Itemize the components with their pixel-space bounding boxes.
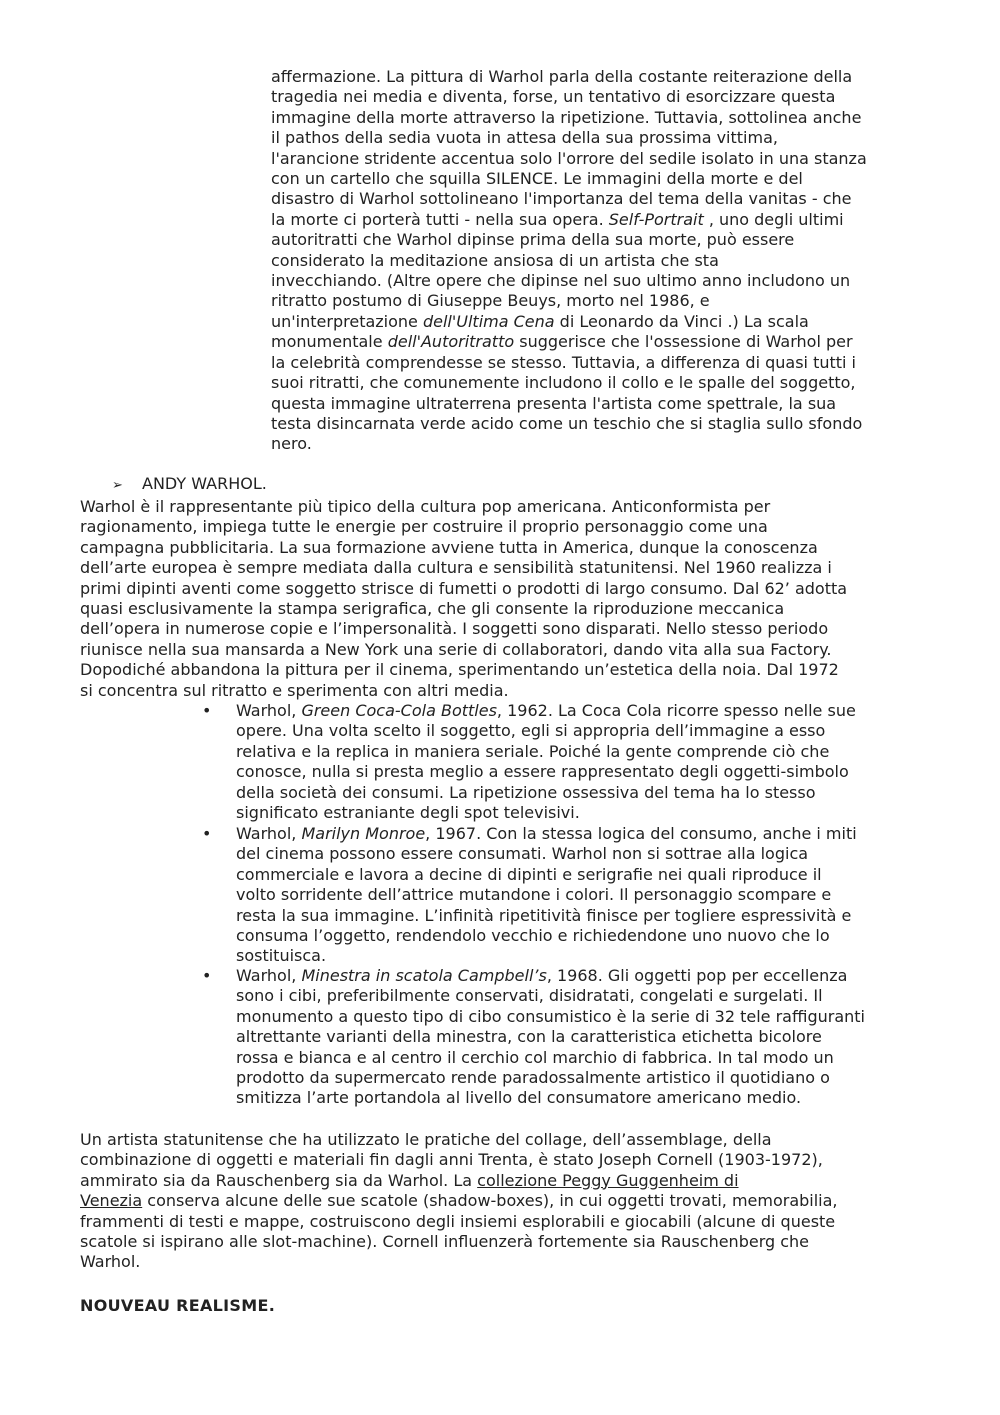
text-line bbox=[271, 210, 931, 230]
collection-link[interactable]: collezione Peggy Guggenheim di bbox=[477, 1170, 739, 1190]
text-line: sono i cibi, preferibilmente conservati, disidratati, congelati e surgelati. Il bbox=[236, 986, 823, 1006]
text-line: suoi ritratti, che comunemente includono il collo e le spalle del soggetto, bbox=[271, 373, 856, 393]
text-line: rossa e bianca e al centro il cerchio col marchio di fabbrica. In tal modo un bbox=[236, 1047, 834, 1067]
list-item-body bbox=[236, 824, 936, 967]
text-line: l'arancione stridente accentua solo l'orrore del sedile isolato in una stanza bbox=[271, 148, 867, 168]
arrow-bullet-icon: ➢ bbox=[112, 478, 123, 493]
text-line: del cinema possono essere consumati. Warhol non si sottrae alla logica bbox=[236, 844, 809, 864]
text-line: il pathos della sedia vuota in attesa della sua prossima vittima, bbox=[271, 128, 778, 148]
artwork-title: dell'Ultima Cena bbox=[422, 311, 555, 331]
text-line: quasi esclusivamente la stampa serigrafica, che gli consente la riproduzione meccanica bbox=[80, 599, 785, 619]
text-run: Warhol, bbox=[236, 824, 302, 843]
text-line: sostituisca. bbox=[236, 946, 327, 966]
text-line: commerciale e lavora a decine di dipinti e serigrafie nei quali riproduce il bbox=[236, 864, 822, 884]
text-line: relativa e la replica in maniera seriale. Poiché la gente comprende ciò che bbox=[236, 741, 830, 761]
text-run: conserva alcune delle sue scatole (shadow-boxes), in cui oggetti trovati, memorabilia, bbox=[142, 1191, 838, 1211]
text-line: Warhol è il rappresentante più tipico della cultura pop americana. Anticonformista per bbox=[80, 497, 771, 516]
text-line: dell’arte europea è sempre mediata dalla cultura e sensibilità statunitensi. Nel 1960 realizza i bbox=[80, 558, 832, 578]
text-line: campagna pubblicitaria. La sua formazione avviene tutta in America, dunque la conoscenza bbox=[80, 537, 818, 557]
text-line: ritratto postumo di Giuseppe Beuys, morto nel 1986, e bbox=[271, 291, 710, 311]
text-run: suggerisce che l'ossessione di Warhol per bbox=[514, 332, 853, 352]
text-line: consuma l’oggetto, rendendolo vecchio e richiedendone uno nuovo che lo bbox=[236, 926, 830, 946]
text-line: autoritratti che Warhol dipinse prima della sua morte, può essere bbox=[271, 230, 795, 250]
text-run: un'interpretazione bbox=[271, 311, 423, 331]
intro-paragraph bbox=[271, 67, 931, 455]
text-line: significato estraniante degli spot televisivi. bbox=[236, 803, 580, 823]
bullet-dot-icon: • bbox=[202, 966, 212, 985]
text-run: la morte ci porterà tutti - nella sua opera. bbox=[271, 209, 609, 229]
list-item-body bbox=[236, 701, 936, 823]
text-line: affermazione. La pittura di Warhol parla della costante reiterazione della bbox=[271, 67, 853, 86]
text-line: Warhol. bbox=[80, 1252, 141, 1272]
text-line bbox=[271, 312, 931, 332]
text-line: testa disincarnata verde acido come un teschio che si staglia sullo sfondo bbox=[271, 413, 863, 433]
text-line: della società dei consumi. La ripetizione ossessiva del tema ha lo stesso bbox=[236, 782, 816, 802]
text-line: ragionamento, impiega tutte le energie per costruire il proprio personaggio come una bbox=[80, 517, 768, 537]
text-line: opere. Una volta scelto il soggetto, egli si appropria dell’immagine a esso bbox=[236, 721, 826, 741]
text-run: , 1967. Con la stessa logica del consumo, anche i miti bbox=[425, 824, 857, 843]
text-line: si concentra sul ritratto e sperimenta con altri media. bbox=[80, 680, 509, 700]
text-line: riunisce nella sua mansarda a New York una serie di collaboratori, dando vita alla sua Factory. bbox=[80, 639, 832, 659]
text-line: la celebrità comprendesse se stesso. Tuttavia, a differenza di quasi tutti i bbox=[271, 352, 856, 372]
text-run: Warhol, bbox=[236, 701, 302, 720]
text-run: , uno degli ultimi bbox=[703, 209, 844, 229]
artwork-title: Minestra in scatola Campbell’s bbox=[301, 966, 547, 985]
artwork-title: Marilyn Monroe bbox=[301, 824, 426, 843]
collection-link[interactable]: Venezia bbox=[80, 1191, 143, 1211]
artwork-title: Green Coca-Cola Bottles bbox=[301, 701, 497, 720]
text-line: con un cartello che squilla SILENCE. Le immagini della morte e del bbox=[271, 169, 803, 189]
text-line bbox=[236, 824, 936, 844]
text-line bbox=[236, 701, 936, 721]
text-line: monumento a questo tipo di cibo consumistico è la serie di 32 tele raffiguranti bbox=[236, 1006, 865, 1026]
text-line: Un artista statunitense che ha utilizzato le pratiche del collage, dell’assemblage, della bbox=[80, 1130, 772, 1149]
text-line bbox=[80, 1171, 940, 1191]
text-line bbox=[236, 966, 936, 986]
text-line: considerato la meditazione ansiosa di un artista che sta bbox=[271, 250, 719, 270]
list-item-body bbox=[236, 966, 936, 1109]
warhol-intro-paragraph bbox=[80, 497, 940, 701]
text-line: nero. bbox=[271, 434, 312, 454]
text-run: ammirato sia da Rauschenberg sia da Warhol. La bbox=[80, 1170, 478, 1190]
text-line: smitizza l’arte portandola al livello del consumatore americano medio. bbox=[236, 1088, 802, 1108]
text-line: questa immagine ultraterrena presenta l'artista come spettrale, la sua bbox=[271, 393, 837, 413]
text-line: volto sorridente dell’attrice mutandone i colori. Il personaggio scompare e bbox=[236, 885, 832, 905]
section-heading: NOUVEAU REALISME. bbox=[80, 1296, 276, 1315]
andy-warhol-heading bbox=[112, 474, 267, 496]
text-run: di Leonardo da Vinci .) La scala bbox=[554, 311, 809, 331]
text-line: disastro di Warhol sottolineano l'importanza del tema della vanitas - che bbox=[271, 189, 852, 209]
text-line: altrettante varianti della minestra, con la caratteristica etichetta bicolore bbox=[236, 1027, 822, 1047]
text-line bbox=[80, 1191, 940, 1211]
text-line: immagine della morte attraverso la ripetizione. Tuttavia, sottolinea anche bbox=[271, 107, 862, 127]
text-line bbox=[271, 332, 931, 352]
artwork-title: Self-Portrait bbox=[608, 209, 704, 229]
text-line: dell’opera in numerose copie e l’impersonalità. I soggetti sono disparati. Nello stesso periodo bbox=[80, 619, 829, 639]
text-run: monumentale bbox=[271, 332, 388, 352]
text-line: scatole si ispirano alle slot-machine). Cornell influenzerà fortemente sia Rauschenberg che bbox=[80, 1232, 810, 1252]
text-run: , 1962. La Coca Cola ricorre spesso nelle sue bbox=[496, 701, 856, 720]
bullet-dot-icon: • bbox=[202, 701, 212, 720]
text-line: prodotto da supermercato rende paradossalmente artistico il quotidiano o bbox=[236, 1068, 830, 1088]
text-run: Warhol, bbox=[236, 966, 302, 985]
text-line: combinazione di oggetti e materiali fin dagli anni Trenta, è stato Joseph Cornell (1903-1972), bbox=[80, 1150, 823, 1170]
artwork-title: dell'Autoritratto bbox=[387, 332, 515, 352]
bullet-dot-icon: • bbox=[202, 824, 212, 843]
heading-text: ANDY WARHOL. bbox=[142, 474, 267, 493]
cornell-paragraph bbox=[80, 1130, 940, 1273]
text-line: invecchiando. (Altre opere che dipinse nel suo ultimo anno includono un bbox=[271, 271, 851, 291]
text-line: tragedia nei media e diventa, forse, un tentativo di esorcizzare questa bbox=[271, 87, 836, 107]
text-run: , 1968. Gli oggetti pop per eccellenza bbox=[546, 966, 848, 985]
text-line: primi dipinti aventi come soggetto strisce di fumetti o prodotti di largo consumo. Dal 62’ adotta bbox=[80, 578, 848, 598]
text-line: Dopodiché abbandona la pittura per il cinema, sperimentando un’estetica della noia. Dal 1972 bbox=[80, 660, 839, 680]
text-line: frammenti di testi e mappe, costruiscono degli insiemi esplorabili e giocabili (alcune di queste bbox=[80, 1211, 836, 1231]
text-line: conosce, nulla si presta meglio a essere rappresentato degli oggetti-simbolo bbox=[236, 762, 849, 782]
text-line: resta la sua immagine. L’infinità ripetitività finisce per togliere espressività e bbox=[236, 905, 852, 925]
